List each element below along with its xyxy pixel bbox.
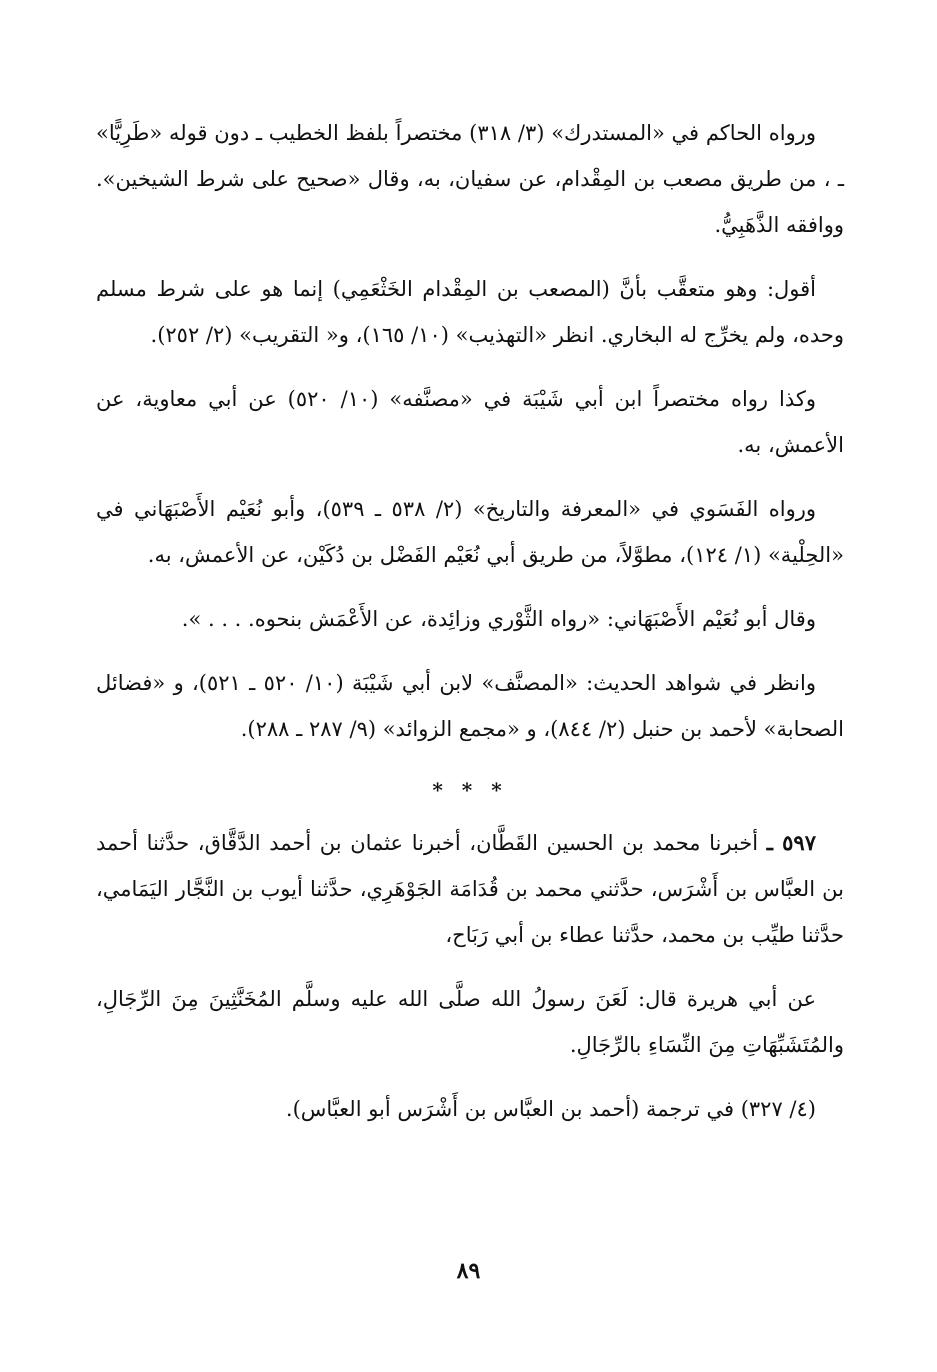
hadith-matn: عن أبي هريرة قال: لَعَنَ رسولُ الله صلَّى الله عليه وسلَّم المُخَنَّثِينَ مِنَ الرِّجَالِ، والمُتَشَبِّهَاتِ مِنَ النِّسَاءِ بالرِّجَالِ. bbox=[96, 987, 844, 1057]
hadith-isnad bbox=[96, 820, 844, 958]
paragraph-mustadrak: ورواه الحاكم في «المستدرك» (٣/ ٣١٨) مختصراً بلفظ الخطيب ـ دون قوله «طَرِيًّا» ـ ، من طريق مصعب بن المِقْدام، عن سفيان، به، وقال «صحيح على شرط الشيخين». ووافقه الذَّهَبِيُّ. bbox=[96, 121, 844, 237]
section-separator: * * * bbox=[432, 778, 508, 802]
hadith-isnad-text: أخبرنا محمد بن الحسين القَطَّان، أخبرنا عثمان بن أحمد الدَّقَّاق، حدَّثنا أحمد بن العبَّاس بن أَشْرَس، حدَّثني محمد بن قُدَامَة الجَوْهَرِي، حدَّثنا أيوب بن النَّجَّار اليَمَامي، حدَّثنا طيِّب بن محمد، حدَّثنا عطاء بن أبي رَبَاح، bbox=[96, 831, 844, 947]
paragraph-abu-nuaym: وقال أبو نُعَيْم الأَصْبَهَاني: «رواه الثَّوْري وزائِدة، عن الأَعْمَش بنحوه. . . . ». bbox=[181, 607, 816, 631]
paragraph-shawahid: وانظر في شواهد الحديث: «المصنَّف» لابن أبي شَيْبَة (١٠/ ٥٢٠ ـ ٥٢١)، و «فضائل الصحابة» لأحمد بن حنبل (٢/ ٨٤٤)، و «مجمع الزوائد» (٩/ ٢٨٧ ـ ٢٨٨). bbox=[96, 671, 844, 741]
paragraph-fasawi: ورواه الفَسَوي في «المعرفة والتاريخ» (٢/ ٥٣٨ ـ ٥٣٩)، وأبو نُعَيْم الأَصْبَهَاني في «الحِلْية» (١/ ١٢٤)، مطوَّلاً، من طريق أبي نُعَيْم الفَضْل بن دُكَيْن، عن الأعمش، به. bbox=[96, 497, 844, 567]
page-number: ٨٩ bbox=[456, 1258, 481, 1284]
paragraph-comment: أقول: وهو متعقَّب بأنَّ (المصعب بن المِقْدام الخَثْعَمِي) إنما هو على شرط مسلم وحده، ولم يخرِّج له البخاري. انظر «التهذيب» (١٠/ ١٦٥)، و« التقريب» (٢/ ٢٥٢). bbox=[96, 277, 844, 347]
hadith-number: ٥٩٧ ـ bbox=[766, 830, 816, 855]
hadith-reference: (٤/ ٣٢٧) في ترجمة (أحمد بن العبَّاس بن أَشْرَس أبو العبَّاس). bbox=[285, 1097, 816, 1121]
page-text bbox=[96, 110, 844, 1150]
paragraph-ibn-abi-shayba: وكذا رواه مختصراً ابن أبي شَيْبَة في «مصنَّفه» (١٠/ ٥٢٠) عن أبي معاوية، عن الأعمش، به. bbox=[96, 387, 844, 457]
